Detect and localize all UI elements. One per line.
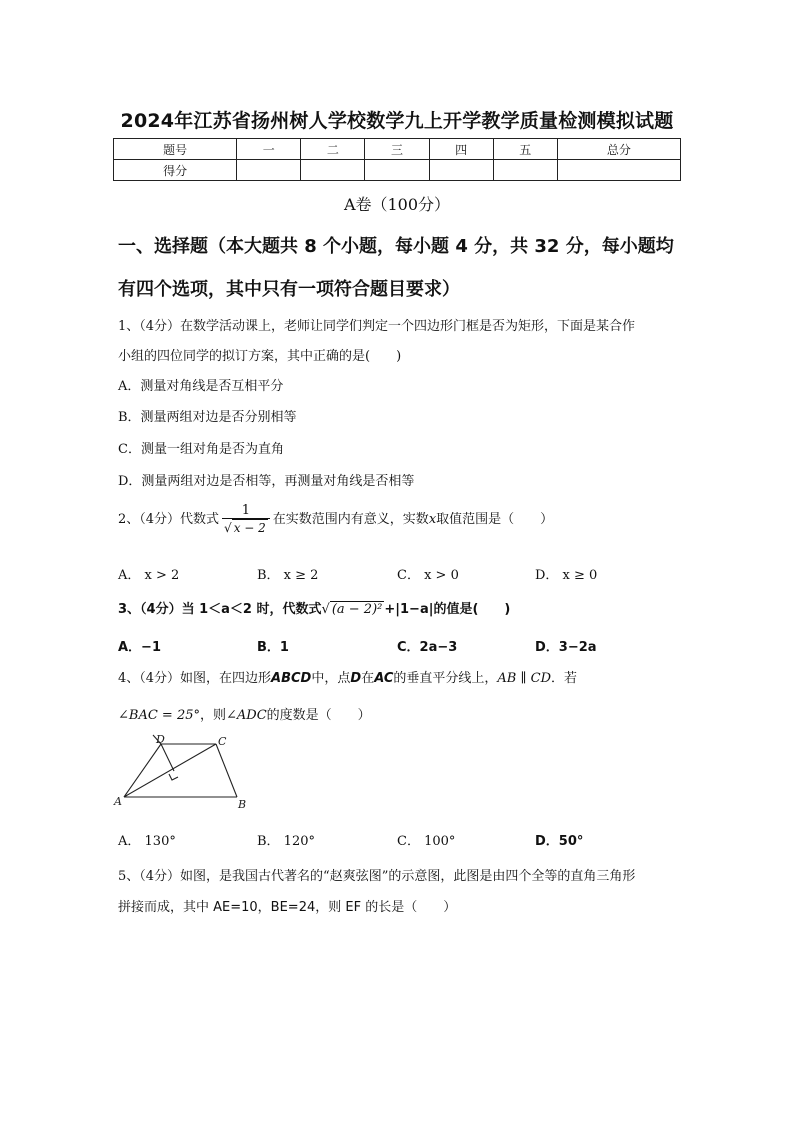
score-cell[interactable] (301, 160, 365, 181)
q4-option-c: C． 100° (397, 834, 456, 849)
q4-figure-right-angle-mark (169, 774, 178, 780)
score-table-score-row (114, 160, 681, 181)
q4-text: 的垂直平分线上， (393, 671, 498, 686)
score-header-cell: 三 (365, 139, 429, 160)
section-a-heading: A卷（100分） (343, 195, 451, 214)
q4-text: 中，点 (311, 671, 351, 686)
q1-stem-line2: 小组的四位同学的拟订方案，其中正确的是( ) (118, 349, 402, 364)
q4-text: 在 (361, 671, 375, 686)
q4-stem-line2 (118, 704, 371, 723)
score-header-cell: 五 (493, 139, 557, 160)
q2-option-c: C． x > 0 (397, 568, 459, 583)
score-header-cell: 四 (429, 139, 493, 160)
q3-option-b: B．1 (257, 640, 289, 655)
q2-fraction-denominator: √ x − 2 (222, 518, 270, 536)
q4-angle-bac: ∠BAC = 25° (118, 708, 200, 723)
part1-heading-line2: 有四个选项，其中只有一项符合题目要求） (118, 279, 460, 300)
q3-sqrt-sign: √ (321, 602, 330, 617)
q5-stem-line2: 拼接而成，其中 AE=10，BE=24，则 EF 的长是（ ） (118, 900, 457, 915)
part1-heading-line1: 一、选择题（本大题共 8 个小题，每小题 4 分，共 32 分，每小题均 (118, 236, 674, 257)
q3-prefix: 3、（4分）当 1＜a＜2 时，代数式 (118, 602, 322, 617)
q4-figure-label-a: A (114, 795, 122, 808)
q4-figure-label-c: C (218, 735, 227, 748)
q5-stem-line1: 5、（4分）如图，是我国古代著名的“赵爽弦图”的示意图，此图是由四个全等的直角三角形 (118, 869, 636, 884)
q2-option-b: B． x ≥ 2 (257, 568, 319, 583)
q4-figure-perpendicular (161, 744, 174, 771)
q4-figure-segment-ac (124, 744, 216, 797)
q3-option-d: D．3−2a (535, 640, 597, 655)
score-cell[interactable] (237, 160, 301, 181)
q4-quadrilateral-name: ABCD (271, 671, 312, 686)
q4-text: 4、（4分）如图，在四边形 (118, 671, 272, 686)
q1-option-a: A．测量对角线是否互相平分 (118, 379, 284, 394)
q1-option-c: C．测量一组对角是否为直角 (118, 442, 284, 457)
q4-figure-segment-cb (216, 744, 237, 797)
score-header-cell: 一 (237, 139, 301, 160)
q4-figure-label-d: D (156, 733, 165, 746)
score-cell[interactable] (365, 160, 429, 181)
q4-figure-label-b: B (238, 798, 247, 811)
q4-point-d: D (350, 671, 362, 686)
q3-option-c: C．2a−3 (397, 640, 458, 655)
q3-suffix: +|1−a|的值是( ) (384, 602, 511, 617)
q4-option-b: B． 120° (257, 834, 315, 849)
q2-variable: x (428, 512, 437, 527)
q3-stem (118, 598, 510, 617)
score-header-cell: 题号 (114, 139, 237, 160)
q2-tail: 取值范围是（ ） (436, 512, 554, 527)
q1-option-d: D．测量两组对边是否相等，再测量对角线是否相等 (118, 474, 415, 489)
score-row-label: 得分 (114, 160, 237, 181)
score-header-cell: 二 (301, 139, 365, 160)
q3-radicand: (a − 2)² (331, 602, 383, 617)
score-table (113, 138, 681, 181)
score-header-cell: 总分 (557, 139, 680, 160)
q2-prefix: 2、（4分）代数式 (118, 512, 220, 527)
q4-angle-adc: ∠ADC (226, 708, 267, 723)
q2-fraction (222, 503, 270, 536)
q4-segment-ac: AC (374, 671, 394, 686)
q2-stem (118, 503, 553, 536)
q2-option-a: A． x > 2 (118, 568, 180, 583)
q2-radicand: x − 2 (233, 521, 266, 535)
score-cell[interactable] (557, 160, 680, 181)
q4-option-a: A． 130° (118, 834, 176, 849)
q4-option-d: D．50° (535, 834, 584, 849)
q2-suffix: 在实数范围内有意义，实数 (272, 512, 429, 527)
q2-option-d: D． x ≥ 0 (535, 568, 598, 583)
q2-fraction-numerator: 1 (241, 503, 251, 518)
q4-stem-line1 (118, 667, 577, 686)
q4-parallel-condition: AB ∥ CD (497, 671, 551, 686)
q3-option-a: A．−1 (118, 640, 161, 655)
score-cell[interactable] (493, 160, 557, 181)
q1-option-b: B．测量两组对边是否分别相等 (118, 410, 297, 425)
score-table-header-row (114, 139, 681, 160)
score-cell[interactable] (429, 160, 493, 181)
q4-figure (112, 733, 262, 813)
q4-text: ，则 (199, 708, 226, 723)
q4-text: ．若 (551, 671, 578, 686)
q4-text: 的度数是（ ） (266, 708, 371, 723)
q1-stem-line1: 1、（4分）在数学活动课上，老师让同学们判定一个四边形门框是否为矩形，下面是某合作 (118, 319, 636, 334)
exam-title: 2024年江苏省扬州树人学校数学九上开学教学质量检测模拟试题 (120, 110, 674, 132)
q4-figure-segment-ad (124, 744, 161, 797)
